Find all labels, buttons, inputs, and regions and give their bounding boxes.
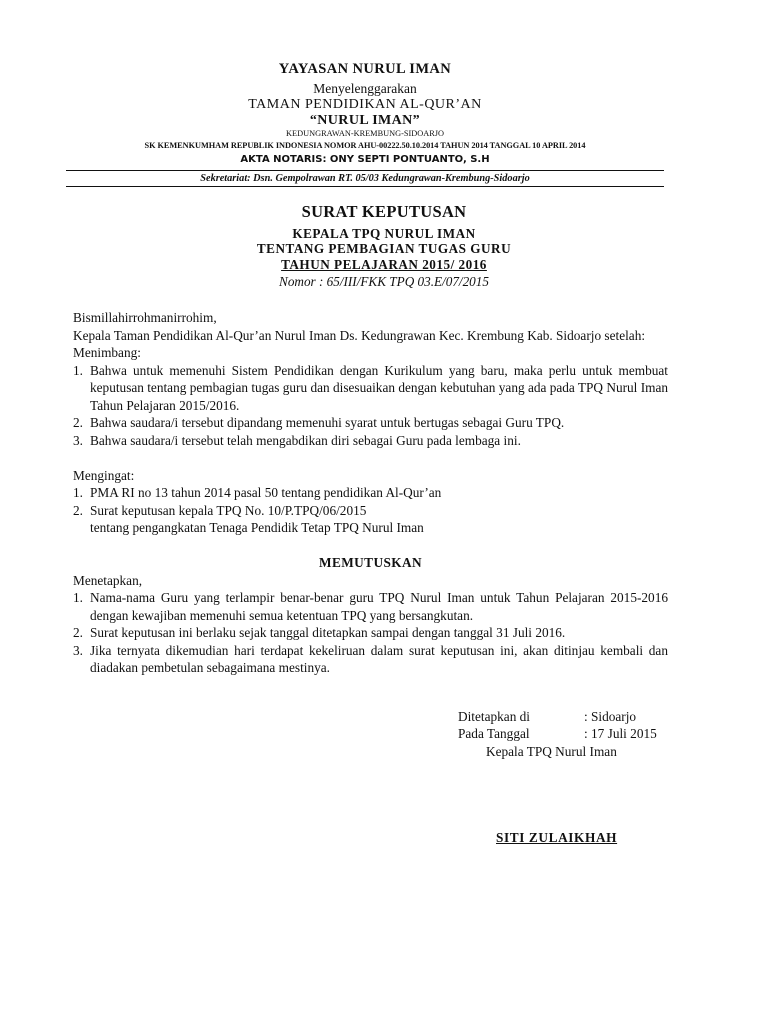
date-value: : 17 Juli 2015	[584, 726, 657, 741]
place-value: : Sidoarjo	[584, 709, 637, 724]
letterhead-rule-top	[66, 170, 664, 171]
list-number: 2.	[73, 502, 83, 518]
remembering-list	[73, 484, 668, 519]
date-label: Pada Tanggal	[458, 726, 530, 741]
school-name: “NURUL IMAN”	[309, 113, 421, 128]
list-item	[73, 624, 668, 642]
document-body	[73, 309, 668, 677]
list-number: 2.	[73, 415, 83, 430]
list-text: Surat keputusan kepala TPQ No. 10/P.TPQ/06/2015	[90, 502, 367, 518]
list-number: 1.	[73, 362, 83, 378]
list-item	[73, 502, 668, 520]
list-item	[73, 414, 668, 432]
list-text: Bahwa saudara/i tersebut telah mengabdikan diri sebagai Guru pada lembaga ini.	[90, 432, 521, 448]
foundation-name: YAYASAN NURUL IMAN	[278, 61, 452, 77]
school-address: KEDUNGRAWAN-KREMBUNG-SIDOARJO	[286, 129, 444, 138]
list-number: 1.	[73, 485, 83, 500]
establish-list	[73, 589, 668, 677]
greeting: Bismillahirrohmanirrohim,	[73, 310, 217, 325]
list-item	[73, 642, 668, 677]
notary-deed: AKTA NOTARIS: ONY SEPTI PONTUANTO, S.H	[240, 154, 490, 165]
signatory-position: Kepala TPQ Nurul Iman	[486, 744, 617, 759]
list-number: 3.	[73, 432, 83, 448]
decision-heading: MEMUTUSKAN	[319, 555, 422, 570]
list-text: Bahwa untuk memenuhi Sistem Pendidikan dengan Kurikulum yang baru, maka perlu untuk membuat keputusan tentang pembagian tugas guru dan disesuaikan dengan kebutuhan yang ada pada TPQ Nurul Iman Tahun Pelajaran 2015/2016.	[90, 362, 669, 413]
list-item	[73, 589, 668, 624]
list-number: 3.	[73, 642, 83, 658]
list-text: Bahwa saudara/i tersebut dipandang memenuhi syarat untuk bertugas sebagai Guru TPQ.	[90, 415, 565, 430]
organizer-text: Menyelenggarakan	[313, 81, 417, 96]
school-type: TAMAN PENDIDIKAN AL-QUR’AN	[248, 97, 482, 112]
list-number: 2.	[73, 625, 83, 640]
list-number: 1.	[73, 590, 83, 605]
list-text: Nama-nama Guru yang terlampir benar-benar guru TPQ Nurul Iman untuk Tahun Pelajaran 2015-2016 dengan kewajiban memenuhi semua ketentuan TPQ yang bersangkutan.	[90, 590, 668, 623]
establish-label: Menetapkan,	[73, 572, 143, 588]
document-number: Nomor : 65/III/FKK TPQ 03.E/07/2015	[279, 274, 489, 289]
secretariat-address: Sekretariat: Dsn. Gempolrawan RT. 05/03 Kedungrawan-Krembung-Sidoarjo	[200, 173, 530, 184]
remembering-continuation: tentang pengangkatan Tenaga Pendidik Tetap TPQ Nurul Iman	[90, 520, 424, 535]
list-text: Jika ternyata dikemudian hari terdapat kekeliruan dalam surat keputusan ini, akan ditinjau kembali dan diadakan pembetulan sebagaimana mestinya.	[90, 642, 668, 675]
legal-decree: SK KEMENKUMHAM REPUBLIK INDONESIA NOMOR AHU-00222.50.10.2014 TAHUN 2014 TANGGAL 10 APRIL 2014	[144, 141, 586, 150]
considering-list	[73, 362, 668, 450]
remembering-label: Mengingat:	[73, 467, 135, 483]
title-line-1: KEPALA TPQ NURUL IMAN	[292, 226, 476, 241]
list-item	[73, 484, 668, 502]
signatory-name: SITI ZULAIKHAH	[496, 830, 618, 845]
spacer	[73, 537, 668, 555]
considering-label: Menimbang:	[73, 345, 141, 360]
title-line-2: TENTANG PEMBAGIAN TUGAS GURU	[256, 241, 512, 256]
place-label: Ditetapkan di	[458, 709, 531, 724]
intro-paragraph: Kepala Taman Pendidikan Al-Qur’an Nurul Iman Ds. Kedungrawan Kec. Krembung Kab. Sidoarjo setelah:	[73, 327, 646, 343]
spacer	[73, 449, 668, 467]
list-text: PMA RI no 13 tahun 2014 pasal 50 tentang pendidikan Al-Qur’an	[90, 485, 442, 500]
list-item	[73, 362, 668, 415]
list-text: Surat keputusan ini berlaku sejak tanggal ditetapkan sampai dengan tanggal 31 Juli 2016.	[90, 625, 566, 640]
document-title: SURAT KEPUTUSAN	[301, 202, 467, 221]
letterhead-rule-bottom	[66, 186, 664, 187]
list-item	[73, 432, 668, 450]
title-line-3: TAHUN PELAJARAN 2015/ 2016	[281, 257, 487, 272]
